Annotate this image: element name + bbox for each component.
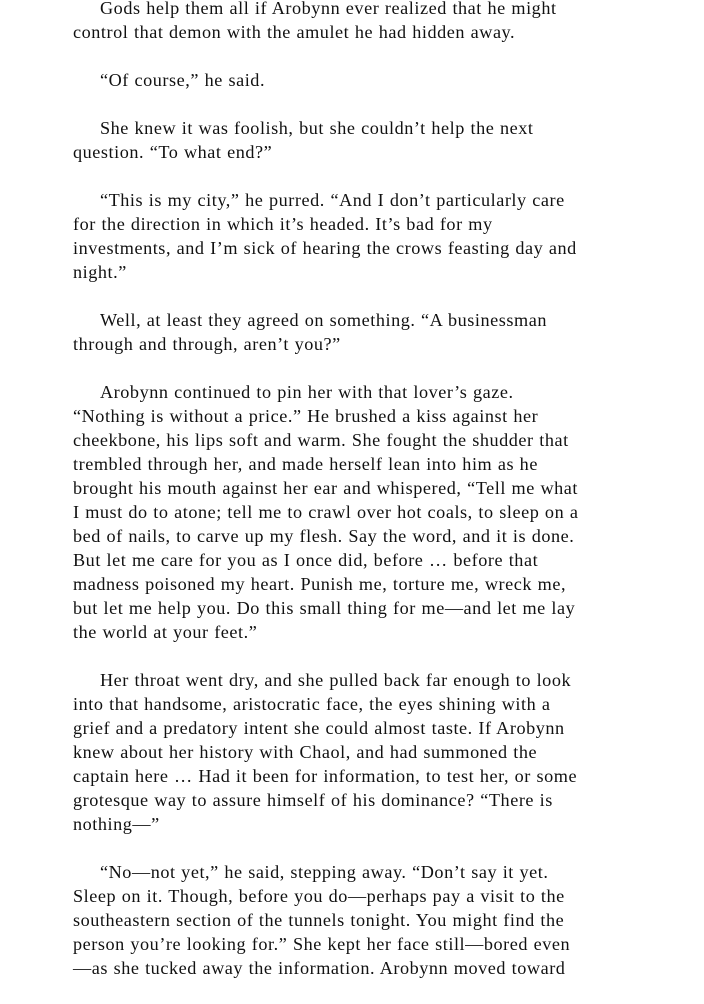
text-line: knew about her history with Chaol, and had summoned the xyxy=(73,742,538,762)
paragraph-2 xyxy=(73,68,673,92)
paragraph-6 xyxy=(73,380,673,644)
text-line: bed of nails, to carve up my flesh. Say the word, and it is done. xyxy=(73,526,575,546)
text-line: through and through, aren’t you?” xyxy=(73,334,341,354)
text-line: —as she tucked away the information. Arobynn moved toward xyxy=(73,958,566,978)
text-line: She knew it was foolish, but she couldn’t help the next xyxy=(100,118,534,138)
text-line: I must do to atone; tell me to crawl over hot coals, to sleep on a xyxy=(73,502,579,522)
paragraph-3 xyxy=(73,116,673,164)
text-line: trembled through her, and made herself lean into him as he xyxy=(73,454,538,474)
text-line: grief and a predatory intent she could almost taste. If Arobynn xyxy=(73,718,565,738)
text-line: Sleep on it. Though, before you do—perhaps pay a visit to the xyxy=(73,886,565,906)
text-line: investments, and I’m sick of hearing the crows feasting day and xyxy=(73,238,577,258)
text-line: question. “To what end?” xyxy=(73,142,273,162)
text-line: “Nothing is without a price.” He brushed a kiss against her xyxy=(73,406,539,426)
text-line: “No—not yet,” he said, stepping away. “Don’t say it yet. xyxy=(100,862,549,882)
text-line: “Of course,” he said. xyxy=(100,70,266,90)
text-line: brought his mouth against her ear and whispered, “Tell me what xyxy=(73,478,579,498)
paragraph-8 xyxy=(73,860,673,980)
text-line: into that handsome, aristocratic face, the eyes shining with a xyxy=(73,694,551,714)
text-line: night.” xyxy=(73,262,127,282)
text-line: Her throat went dry, and she pulled back far enough to look xyxy=(100,670,572,690)
paragraph-7 xyxy=(73,668,673,836)
text-line: grotesque way to assure himself of his dominance? “There is xyxy=(73,790,553,810)
text-line: Gods help them all if Arobynn ever realized that he might xyxy=(100,0,557,18)
text-line: southeastern section of the tunnels tonight. You might find the xyxy=(73,910,565,930)
paragraph-5 xyxy=(73,308,673,356)
document-page xyxy=(73,0,673,1004)
text-line: But let me care for you as I once did, before … before that xyxy=(73,550,539,570)
text-line: cheekbone, his lips soft and warm. She fought the shudder that xyxy=(73,430,569,450)
text-line: control that demon with the amulet he had hidden away. xyxy=(73,22,516,42)
text-line: the world at your feet.” xyxy=(73,622,258,642)
text-line: Arobynn continued to pin her with that lover’s gaze. xyxy=(100,382,514,402)
text-line: for the direction in which it’s headed. It’s bad for my xyxy=(73,214,493,234)
text-line: captain here … Had it been for information, to test her, or some xyxy=(73,766,578,786)
text-line: Well, at least they agreed on something. “A businessman xyxy=(100,310,547,330)
text-line: person you’re looking for.” She kept her face still—bored even xyxy=(73,934,571,954)
text-line: nothing—” xyxy=(73,814,160,834)
text-line: but let me help you. Do this small thing for me—and let me lay xyxy=(73,598,576,618)
paragraph-4 xyxy=(73,188,673,284)
text-line: madness poisoned my heart. Punish me, torture me, wreck me, xyxy=(73,574,567,594)
paragraph-1 xyxy=(73,0,673,44)
text-line: “This is my city,” he purred. “And I don’t particularly care xyxy=(100,190,565,210)
